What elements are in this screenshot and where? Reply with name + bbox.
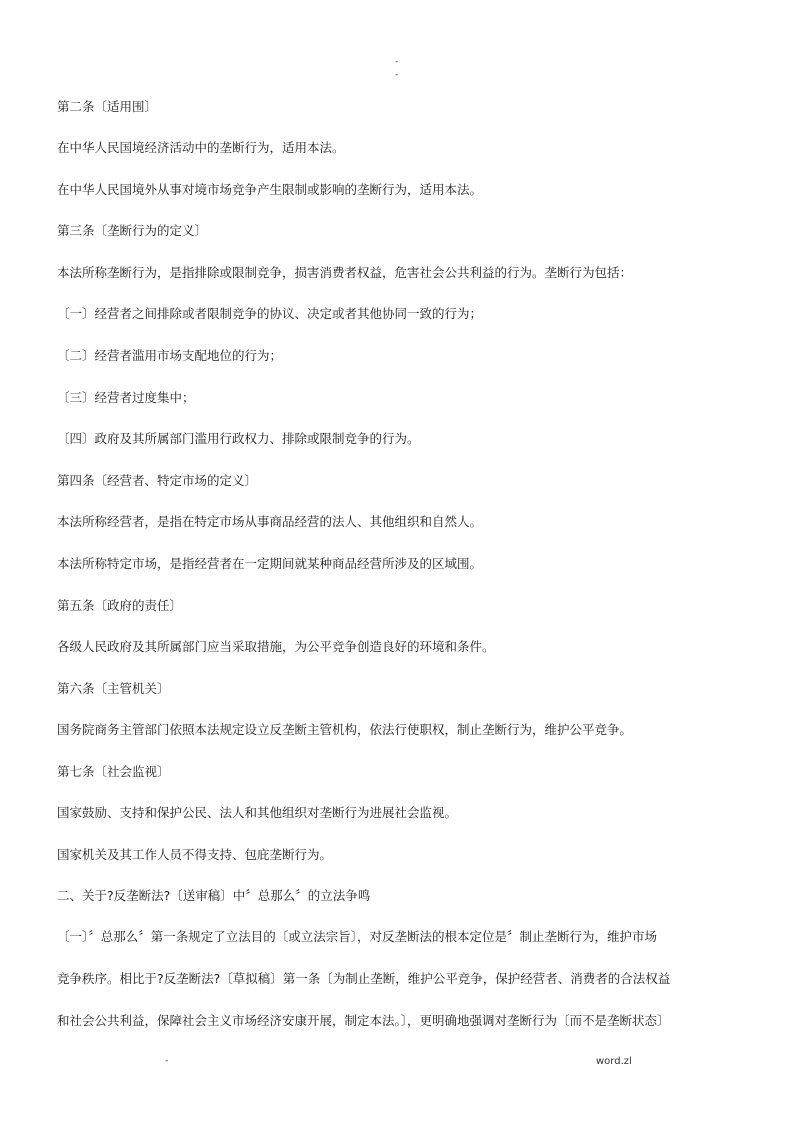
- paragraph: 各级人民政府及其所属部门应当采取措施，为公平竞争创造良好的环境和条件。: [57, 639, 495, 654]
- list-item: 〔三〕经营者过度集中；: [57, 390, 195, 405]
- article-6-heading: 第六条〔主管机关〕: [57, 681, 170, 696]
- paragraph: 竞争秩序。相比于?反垄断法?〔草拟稿〕第一条〔为制止垄断，维护公平竞争，保护经营者、消费者的合法权益: [57, 971, 671, 986]
- header-mark-top: -: [395, 57, 399, 67]
- paragraph: 本法所称垄断行为，是指排除或限制竞争，损害消费者权益，危害社会公共利益的行为。垄断行为包括：: [57, 265, 633, 280]
- list-item: 〔四〕政府及其所属部门滥用行政权力、排除或限制竞争的行为。: [57, 431, 420, 446]
- paragraph: 和社会公共利益，保障社会主义市场经济安康开展，制定本法。〕，更明确地强调对垄断行为〔而不是垄断状态〕: [57, 1013, 670, 1028]
- paragraph: 在中华人民国境经济活动中的垄断行为，适用本法。: [57, 140, 345, 155]
- article-2-heading: 第二条〔适用围〕: [57, 99, 158, 114]
- article-4-heading: 第四条〔经营者、特定市场的定义〕: [57, 473, 258, 488]
- article-3-heading: 第三条〔垄断行为的定义〕: [57, 223, 208, 238]
- list-item: 〔一〕经营者之间排除或者限制竞争的协议、决定或者其他协同一致的行为；: [57, 306, 483, 321]
- article-7-heading: 第七条〔社会监视〕: [57, 764, 170, 779]
- header-mark-bottom: -: [395, 70, 399, 80]
- section-heading: 二、关于?反垄断法?〔送审稿〕中〞总那么〞的立法争鸣: [57, 888, 371, 903]
- paragraph: 国务院商务主管部门依照本法规定设立反垄断主管机构，依法行使职权，制止垄断行为，维护公平竞争。: [57, 722, 633, 737]
- list-item: 〔二〕经营者滥用市场支配地位的行为；: [57, 348, 283, 363]
- paragraph: 国家机关及其工作人员不得支持、包庇垄断行为。: [57, 847, 333, 862]
- paragraph: 在中华人民国境外从事对境市场竞争产生限制或影响的垄断行为，适用本法。: [57, 182, 483, 197]
- article-5-heading: 第五条〔政府的责任〕: [57, 598, 183, 613]
- paragraph: 本法所称特定市场，是指经营者在一定期间就某种商品经营所涉及的区域围。: [57, 556, 483, 571]
- paragraph: 〔一〕〞总那么〞第一条规定了立法目的〔或立法宗旨〕，对反垄断法的根本定位是〞制止垄断行为，维护市场: [57, 929, 658, 944]
- footer-mark: -: [165, 1056, 169, 1066]
- footer-text: word.zl: [596, 1056, 632, 1067]
- paragraph: 国家鼓励、支持和保护公民、法人和其他组织对垄断行为进展社会监视。: [57, 805, 458, 820]
- paragraph: 本法所称经营者，是指在特定市场从事商品经营的法人、其他组织和自然人。: [57, 514, 483, 529]
